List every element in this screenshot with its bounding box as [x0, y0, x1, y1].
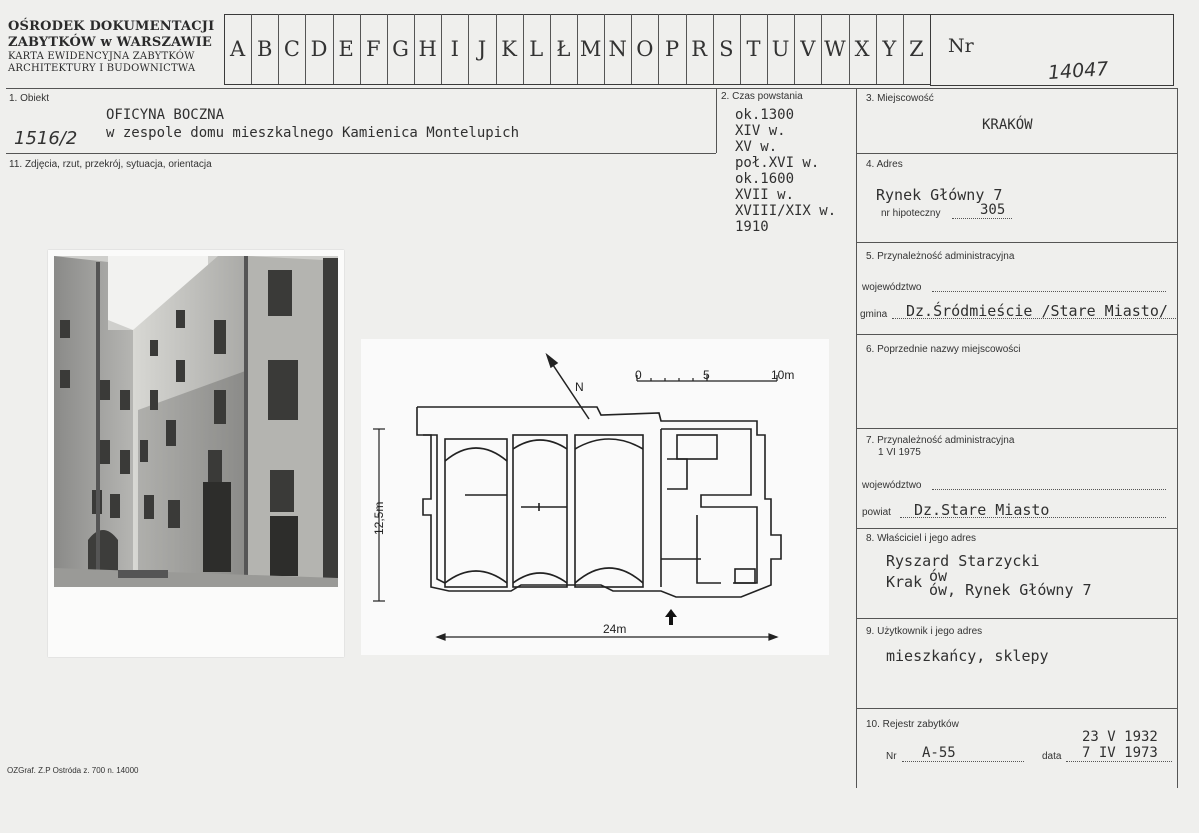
- index-letter: B: [256, 37, 273, 61]
- index-letter: Z: [909, 37, 924, 61]
- index-letter: S: [719, 37, 734, 61]
- adres-hip-value: 305: [980, 202, 1006, 218]
- index-letter: H: [418, 37, 437, 61]
- admin-new-powiat-value: Dz.Stare Miasto: [914, 501, 1050, 519]
- institution-name-line2: ZABYTKÓW w WARSZAWIE: [8, 35, 212, 50]
- index-letter: C: [283, 37, 300, 61]
- scale-tick-5: 5: [703, 368, 710, 382]
- index-letter: A: [229, 37, 246, 61]
- index-letter: P: [664, 37, 680, 61]
- north-label: N: [575, 380, 584, 394]
- index-letter: L: [529, 37, 544, 61]
- obiekt-subtitle: w zespole domu mieszkalnego Kamienica Montelupich: [106, 125, 520, 141]
- index-letter: T: [746, 37, 761, 61]
- wlasciciel-label: 8. Właściciel i jego adres: [866, 533, 977, 544]
- index-letter: U: [771, 37, 790, 61]
- index-letter: G: [392, 37, 409, 61]
- index-letter: Ł: [556, 37, 571, 61]
- rejestr-data-label: data: [1042, 751, 1062, 762]
- czas-date: poł.XVI w.: [735, 155, 820, 171]
- index-letter: W: [824, 37, 846, 61]
- index-letter: X: [854, 37, 870, 61]
- index-letter: M: [579, 37, 602, 61]
- miejscowosc-label: 3. Miejscowość: [866, 93, 934, 104]
- rejestr-date1: 23 V 1932: [1082, 729, 1158, 745]
- card-type-line1: KARTA EWIDENCYJNA ZABYTKÓW: [8, 51, 195, 62]
- admin-new-woj-label: województwo: [862, 480, 922, 491]
- index-letter: I: [450, 37, 459, 61]
- floor-plan: [361, 339, 829, 655]
- czas-date: XVIII/XIX w.: [735, 203, 837, 219]
- wlasciciel-city-rest: ów, Rynek Główny 7: [929, 581, 1092, 599]
- uzytkownik-label: 9. Użytkownik i jego adres: [866, 626, 983, 637]
- czas-date: XV w.: [735, 139, 778, 155]
- obiekt-title: OFICYNA BOCZNA: [106, 107, 225, 123]
- floor-plan-drawing: [361, 339, 829, 655]
- nr-value: 14047: [1047, 57, 1110, 85]
- index-letter: Y: [882, 37, 897, 61]
- wlasciciel-city-overstrike: ów: [929, 567, 948, 585]
- miejscowosc-value: KRAKÓW: [982, 117, 1033, 133]
- footer-print-info: OZGraf. Z.P Ostróda z. 700 n. 14000: [7, 766, 139, 775]
- czas-date: ok.1300: [735, 107, 795, 123]
- index-letter: V: [800, 37, 816, 61]
- obiekt-label: 1. Obiekt: [9, 93, 50, 104]
- admin-old-gmina-value: Dz.Śródmieście /Stare Miasto/: [906, 302, 1168, 320]
- rejestr-nr-label: Nr: [886, 751, 897, 762]
- czas-date: XVII w.: [735, 187, 795, 203]
- index-letter: F: [366, 37, 381, 61]
- adres-street: Rynek Główny 7: [876, 186, 1003, 204]
- uzytkownik-value: mieszkańcy, sklepy: [886, 647, 1049, 665]
- index-letter: R: [691, 37, 708, 61]
- admin-old-gmina-label: gmina: [860, 309, 888, 320]
- scale-tick-10: 10m: [771, 368, 795, 382]
- index-letter: D: [310, 37, 328, 61]
- czas-label: 2. Czas powstania: [721, 91, 803, 102]
- rejestr-label: 10. Rejestr zabytków: [866, 719, 959, 730]
- index-letter: O: [636, 37, 654, 61]
- czas-date: XIV w.: [735, 123, 786, 139]
- czas-date: ok.1600: [735, 171, 795, 187]
- adres-label: 4. Adres: [866, 159, 903, 170]
- adres-hip-label: nr hipoteczny: [881, 208, 941, 219]
- courtyard-photo-image: [48, 250, 344, 657]
- index-letter: N: [608, 37, 627, 61]
- wlasciciel-name: Ryszard Starzycki: [886, 552, 1040, 570]
- obiekt-handwritten-code: 1516/2: [14, 128, 78, 149]
- rejestr-date2: 7 IV 1973: [1082, 745, 1158, 761]
- header-institution: [8, 19, 224, 75]
- card-type-line2: ARCHITEKTURY I BUDOWNICTWA: [8, 63, 196, 74]
- height-dim-label: 12,5m: [372, 501, 386, 535]
- index-letter: E: [338, 37, 354, 61]
- poprzednie-label: 6. Poprzednie nazwy miejscowości: [866, 344, 1021, 355]
- czas-dates-list: [735, 107, 836, 235]
- czas-date: 1910: [735, 219, 769, 235]
- wlasciciel-city-base: Krak: [886, 573, 923, 591]
- admin-new-date: 1 VI 1975: [878, 447, 921, 458]
- scale-tick-0: 0: [635, 368, 642, 382]
- index-letter: J: [477, 37, 487, 61]
- admin-old-woj-label: województwo: [862, 282, 922, 293]
- zdjecia-label: 11. Zdjęcia, rzut, przekrój, sytuacja, orientacja: [9, 159, 212, 170]
- institution-name-line1: OŚRODEK DOKUMENTACJI: [8, 19, 215, 34]
- courtyard-photo: [48, 250, 344, 657]
- admin-new-label: 7. Przynależność administracyjna: [866, 435, 1015, 446]
- admin-new-powiat-label: powiat: [862, 507, 891, 518]
- rejestr-nr-value: A-55: [922, 745, 956, 761]
- admin-old-label: 5. Przynależność administracyjna: [866, 251, 1015, 262]
- nr-label: Nr: [948, 35, 974, 57]
- width-dim-label: 24m: [603, 622, 627, 636]
- index-letter: K: [501, 37, 517, 61]
